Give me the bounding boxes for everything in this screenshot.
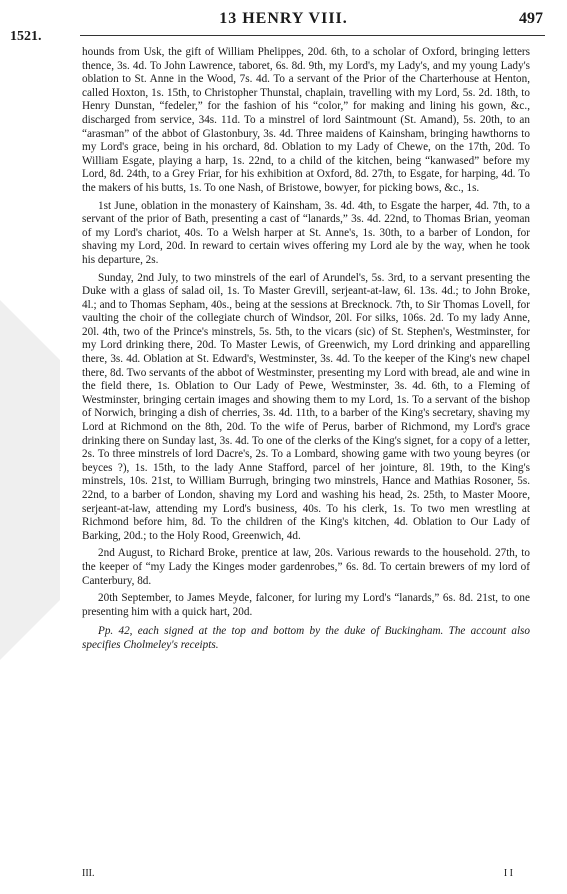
watermark-icon <box>0 300 60 660</box>
year-marker: 1521. <box>10 29 42 44</box>
running-title: 13 HENRY VIII. <box>219 10 348 27</box>
page-footer <box>80 868 547 884</box>
signature-mark-left: III. <box>82 868 95 879</box>
editorial-note: Pp. 42, each signed at the top and bottom by the duke of Buckingham. The account also specifies Cholmeley's receipts. <box>82 625 530 651</box>
paragraph-september: 20th September, to James Meyde, falconer, for luring my Lord's “lanards,” 6s. 8d. 21st, to one presenting him with a quick hart, 20d. <box>82 592 530 618</box>
page-number: 497 <box>519 10 543 27</box>
paragraph-may: hounds from Usk, the gift of William Phelippes, 20d. 6th, to a scholar of Oxford, bringing letters thence, 3s. 4d. To John Lawrence, taboret, 6s. 8d. 9th, my Lord's, my Lady's, and my young Lady's oblation to St. Anne in the Wood, 7s. 4d. To a servant of the Prior of the Charterhouse at Henton, called Hoxton, 1s. 15th, to Christopher Thunstal, chaplain, travelling with my Lord, 5s. 2d. 18th, to Henry Dunstan, “fedeler,” for the fashion of his “color,” for making and lining his gown, &c., discharged from service, 34s. 11d. To a minstrel of lord Saintmount (St. Amand), 5s. 20th, to an “arasman” of the abbot of Glastonbury, 3s. 4d. Three maidens of Kainsham, bringing hawthorns to my Lord's grace, being in his orchard, 8d. Oblation to my Lady of Chewe, on the 17th, 20d. To William Esgate, playing a harp, 1s. 22nd, to a child of the kitchen, being “kanwased” before my Lord, 8d. 24th, to a Grey Friar, for his exhibition at Oxford, 8d. 27th, to Esgate, for harping, 4d. To the makers of his butts, 1s. To one Nash, of Bristowe, bowyer, for picking bows, &c., 1s. <box>82 46 530 194</box>
signature-mark-right: I I <box>503 868 513 879</box>
page-header <box>0 0 567 44</box>
page-body <box>82 46 530 657</box>
header-rule <box>80 35 545 36</box>
paragraph-august: 2nd August, to Richard Broke, prentice at law, 20s. Various rewards to the household. 27th, to the keeper of “my Lady the Kinges moder gardenrobes,” 6s. 8d. To certain brewers of my lord of Canterbury, 8d. <box>82 547 530 587</box>
paragraph-july: Sunday, 2nd July, to two minstrels of the earl of Arundel's, 5s. 3rd, to a servant presenting the Duke with a glass of salad oil, 1s. To Master Grevill, serjeant-at-law, 6l. 13s. 4d.; to John Broke, 4l.; and to Thomas Sepham, 40s., being at the sessions at Brecknock. 7th, to Sir Thomas Lovell, for vaulting the choir of the collegiate church of Windsor, 20l. For silks, 106s. 2d. To my lady Anne, 20l. 4th, two of the Prince's minstrels, 5s. 5th, to the vicars (sic) of St. Stephen's, Westminster, for my Lord drinking there, 20d. To Master Lewis, of Greenwich, my Lord drinking and apparelling there, 3s. 4d. Oblation at St. Edward's, Westminster, 3s. 4d. To the keeper of the King's new chapel there, 8d. Two servants of the abbot of Westminster, presenting my Lord with bread, ale and wine in the field there, 1s. Oblation to Our Lady of Pewe, Westminster, 3s. 4d. 6th, to a Fleming of Westminster, bringing certain images and showing them to my Lord, 1s. To a servant of the bishop of Norwich, bringing a dish of cherries, 3s. 4d. 11th, to a barber of the King's secretary, shaving my Lord at Richmond on the 8th, 20d. To the wife of Perus, barber of Richmond, my Lord's grace drinking there on Sunday last, 3s. 4d. To one of the clerks of the King's signet, for a copy of a letter, 2s. To three minstrels of lord Dacre's, 2s. To a Lombard, showing game with two young beyres (or beyces ?), 1s. 15th, to the lady Anne Stafford, parcel of her jointure, 8l. 19th, to the King's minstrels, 10s. 21st, to William Burrugh, bringing two minstrels, Hance and Mathias Rosoner, 5s. 22nd, to a barber of London, shaving my Lord and washing his head, 2s. 25th, to Master Moore, serjeant-at-law, attending my Lord's business, 40s. To his clerk, 1s. To two men wrestling at Richmond before him, 8d. To the children of the King's kitchen, 4d. Oblation to Our Lady of Barking, 20d.; to the Holy Rood, Greenwich, 4d. <box>82 271 530 542</box>
paragraph-june: 1st June, oblation in the monastery of Kainsham, 3s. 4d. 4th, to Esgate the harper, 4d. 7th, to a servant of the prior of Bath, presenting a cast of “lanards,” 3s. 4d. 22nd, to Thomas Brian, yeoman of my Lord's chariot, 40s. To a Welsh harper at St. Anne's, 1s. 30th, to a barber of London, for shaving my Lord, 20d. In reward to certain wives offering my Lord ale by the way, when he took his departure, 2s. <box>82 199 530 266</box>
